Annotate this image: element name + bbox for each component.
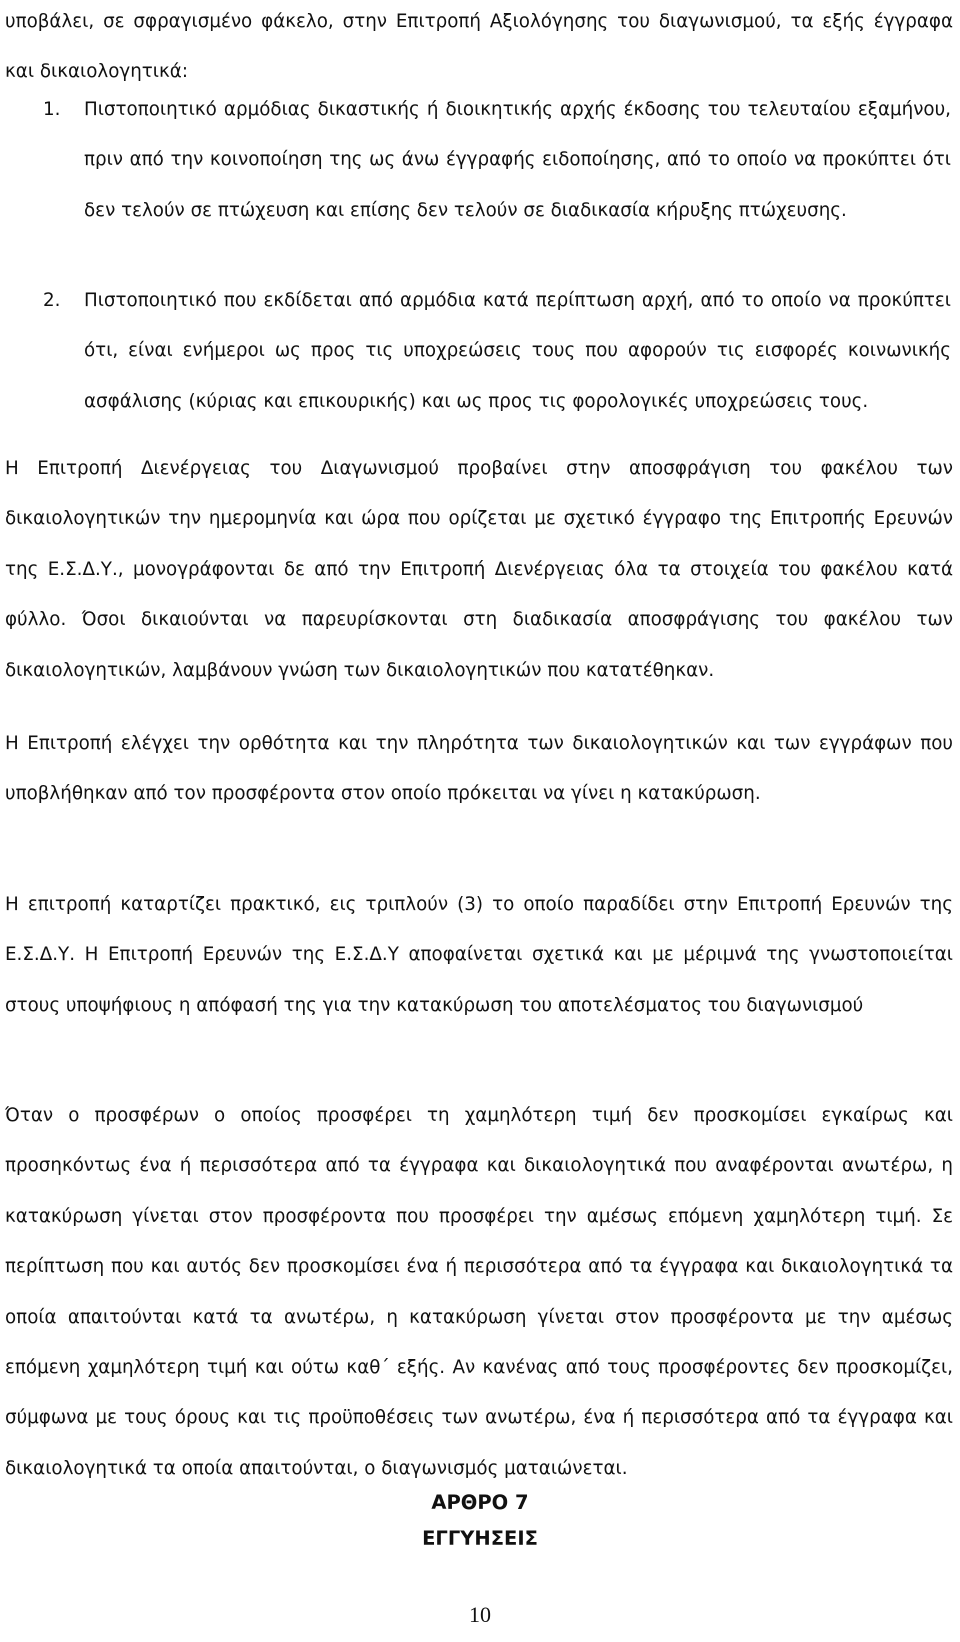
paragraph-committee-report: Η επιτροπή καταρτίζει πρακτικό, εις τριπλούν (3) το οποίο παραδίδει στην Επιτροπή Ερευνών της Ε.Σ.Δ.Υ. Η Επιτροπή Ερευνών της Ε.Σ.Δ.Υ αποφαίνεται σχετικά και με μέριμνά της γνωστοποιείται στους υποψήφιους η απόφασή της για την κατακύρωση του αποτελέσματος του διαγωνισμού: [5, 894, 953, 1016]
intro-paragraph: υποβάλει, σε σφραγισμένο φάκελο, στην Επιτροπή Αξιολόγησης του διαγωνισμού, τα εξής έγγραφα και δικαιολογητικά:: [5, 11, 953, 83]
article-title: ΕΓΓΥΗΣΕΙΣ: [422, 1527, 538, 1550]
paragraph-award-fallback: Όταν ο προσφέρων ο οποίος προσφέρει τη χαμηλότερη τιμή δεν προσκομίσει εγκαίρως και προσηκόντως ένα ή περισσότερα από τα έγγραφα και δικαιολογητικά που αναφέρονται ανωτέρω, η κατακύρωση γίνεται στον προσφέροντα που προσφέρει την αμέσως επόμενη χαμηλότερη τιμή. Σε περίπτωση που και αυτός δεν προσκομίσει ένα ή περισσότερα από τα έγγραφα και δικαιολογητικά τα οποία απαιτούνται κατά τα ανωτέρω, η κατακύρωση γίνεται στον προσφέροντα με την αμέσως επόμενη χαμηλότερη τιμή και ούτω καθ΄ εξής. Αν κανένας από τους προσφέροντες δεν προσκομίζει, σύμφωνα με τους όρους και τις προϋποθέσεις των ανωτέρω, ένα ή περισσότερα από τα έγγραφα και δικαιολογητικά τα οποία απαιτούνται, ο διαγωνισμός ματαιώνεται.: [5, 1105, 953, 1479]
list-item-number: 1.: [43, 99, 61, 120]
paragraph-committee-check: Η Επιτροπή ελέγχει την ορθότητα και την πληρότητα των δικαιολογητικών και των εγγράφων που υποβλήθηκαν από τον προσφέροντα στον οποίο πρόκειται να γίνει η κατακύρωση.: [5, 733, 953, 805]
list-item-text: Πιστοποιητικό αρμόδιας δικαστικής ή διοικητικής αρχής έκδοσης του τελευταίου εξαμήνου, πριν από την κοινοποίηση της ως άνω έγγραφής ειδοποίησης, από το οποίο να προκύπτει ότι δεν τελούν σε πτώχευση και επίσης δεν τελούν σε διαδικασία κήρυξης πτώχευσης.: [84, 99, 951, 221]
list-item-number: 2.: [43, 290, 61, 311]
page-number: 10: [469, 1602, 491, 1627]
list-item-text: Πιστοποιητικό που εκδίδεται από αρμόδια κατά περίπτωση αρχή, από το οποίο να προκύπτει ότι, είναι ενήμεροι ως προς τις υποχρεώσεις τους που αφορούν τις εισφορές κοινωνικής ασφάλισης (κύριας και επικουρικής) και ως προς τις φορολογικές υποχρεώσεις τους.: [84, 290, 951, 412]
article-heading: ΑΡΘΡΟ 7: [431, 1491, 529, 1514]
paragraph-committee-unsealing: Η Επιτροπή Διενέργειας του Διαγωνισμού προβαίνει στην αποσφράγιση του φακέλου των δικαιολογητικών την ημερομηνία και ώρα που ορίζεται με σχετικό έγγραφο της Επιτροπής Ερευνών της Ε.Σ.Δ.Υ., μονογράφονται δε από την Επιτροπή Διενέργειας όλα τα στοιχεία του φακέλου κατά φύλλο. Όσοι δικαιούνται να παρευρίσκονται στη διαδικασία αποσφράγισης του φακέλου των δικαιολογητικών, λαμβάνουν γνώση των δικαιολογητικών που κατατέθηκαν.: [5, 458, 953, 681]
